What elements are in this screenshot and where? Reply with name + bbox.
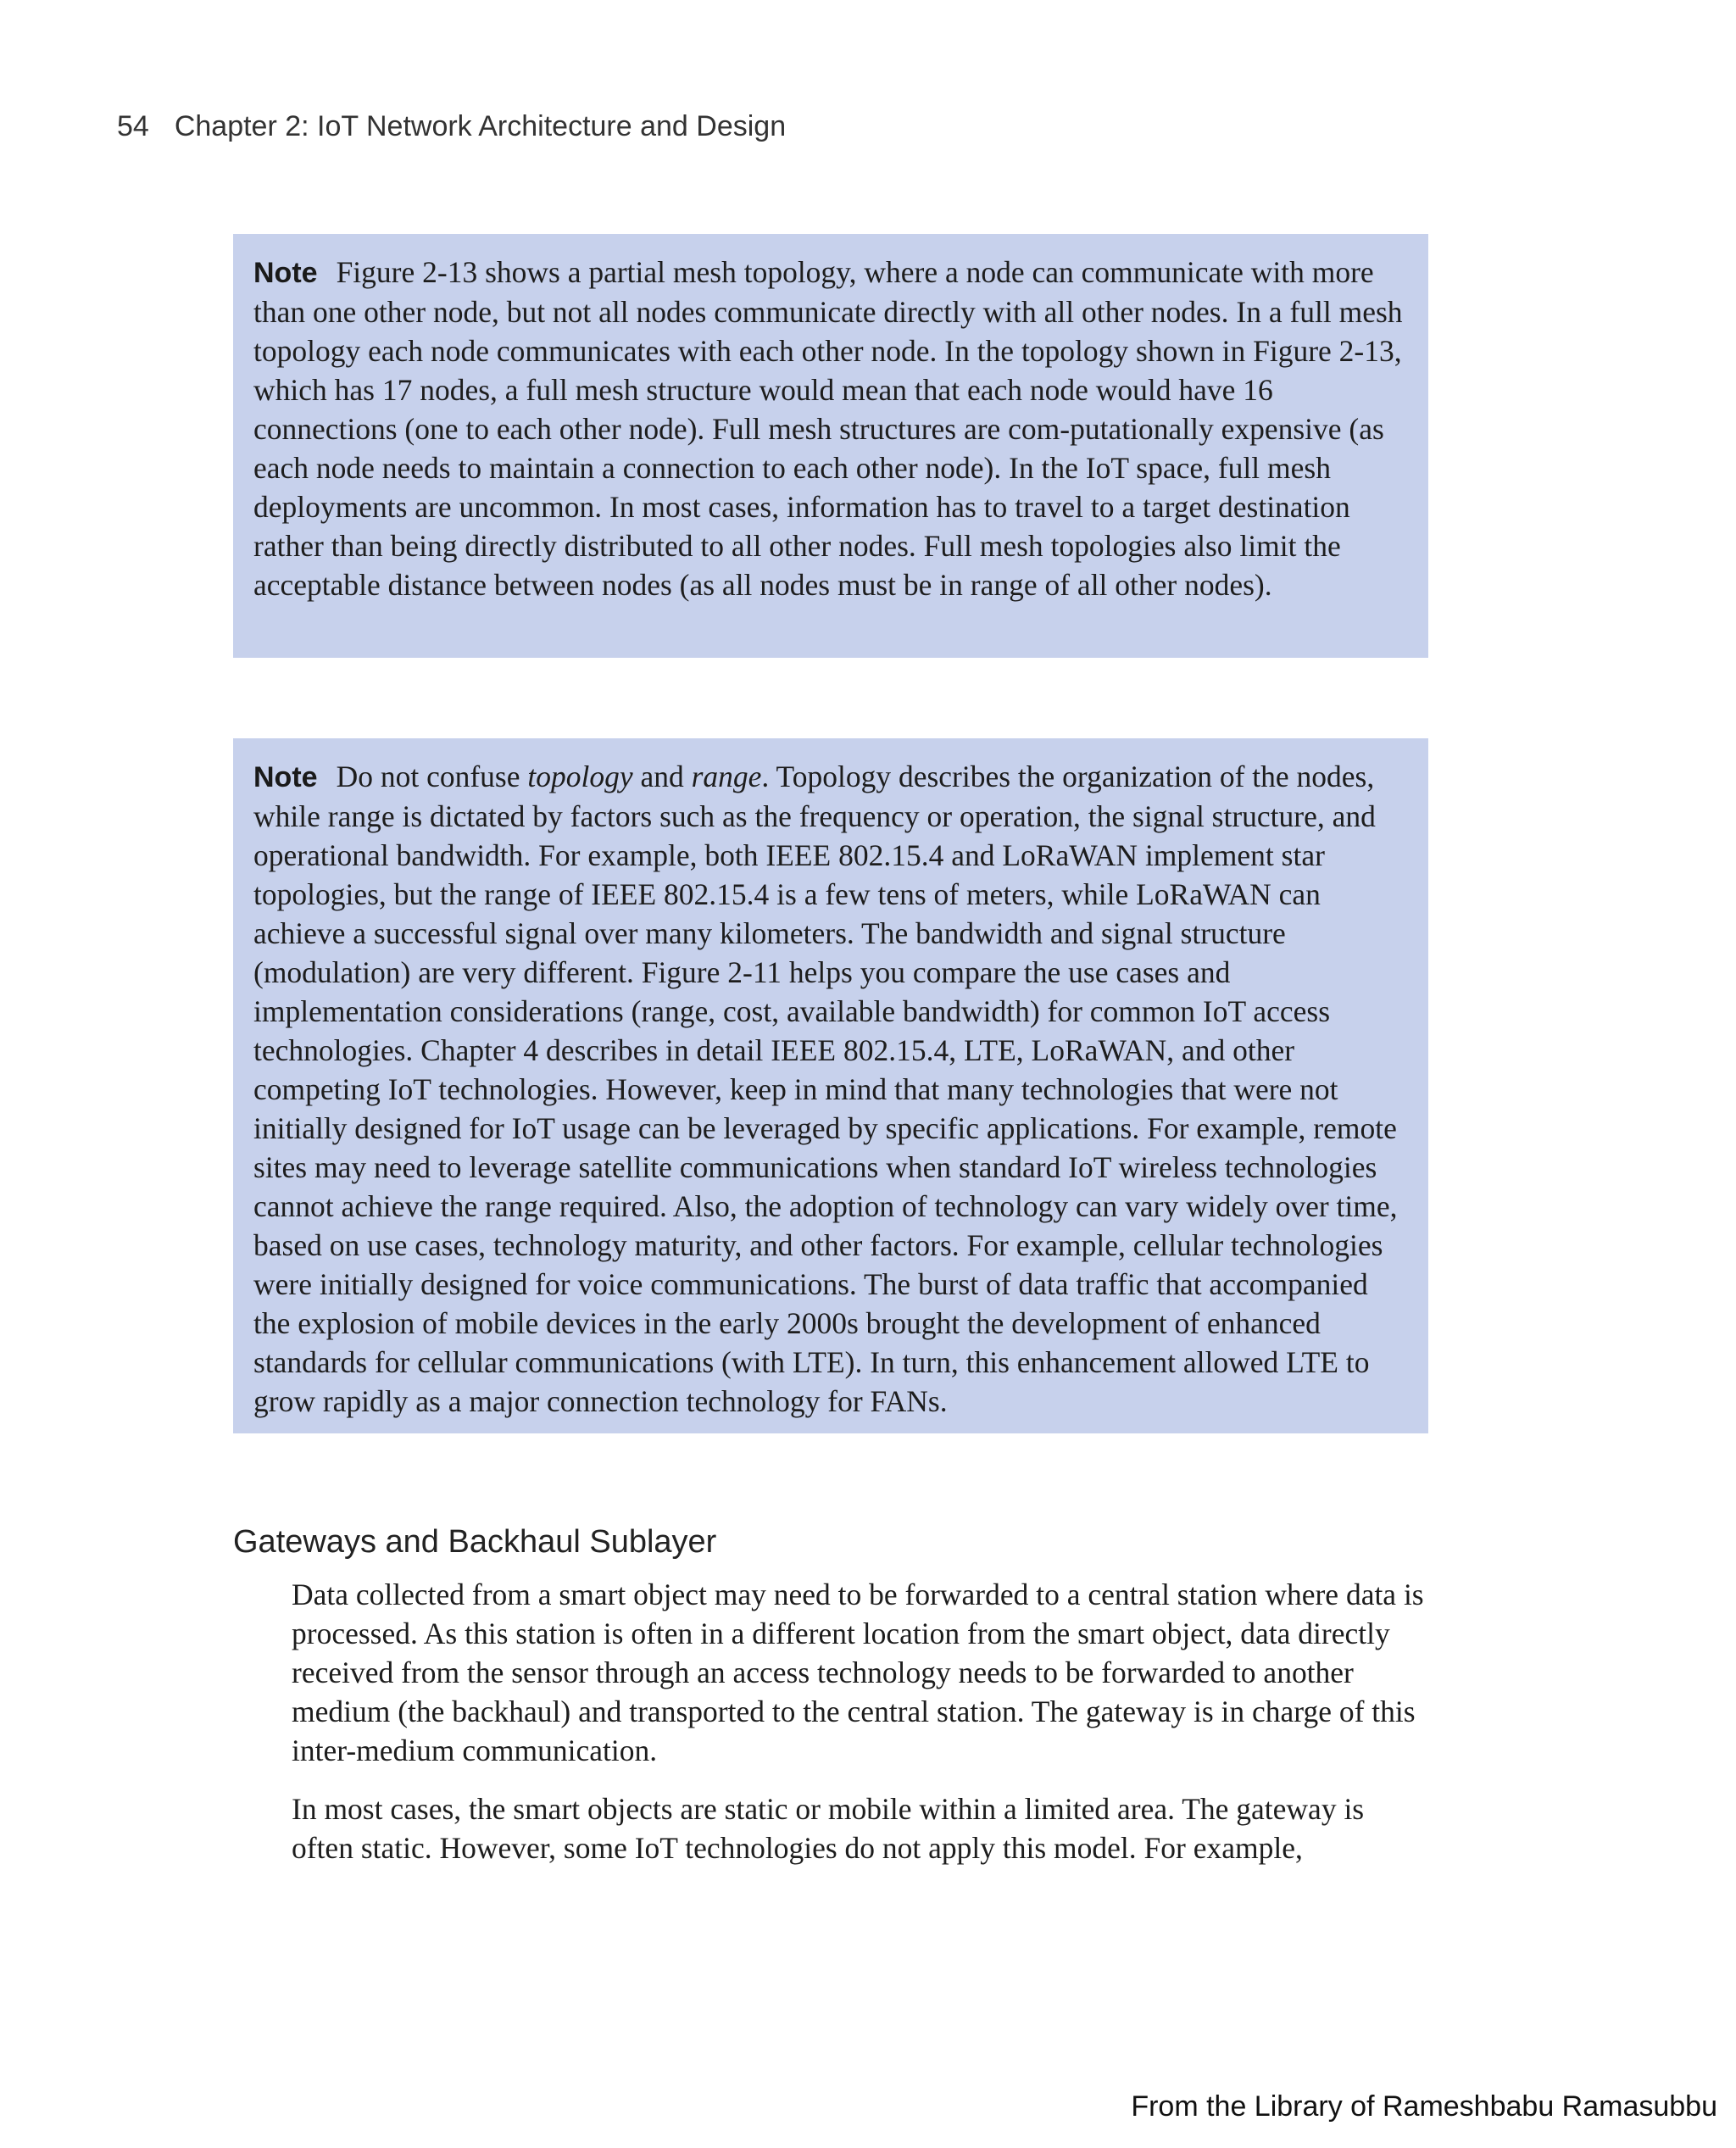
note-label: Note (253, 257, 318, 289)
body-paragraph: Data collected from a smart object may need to be forwarded to a central station where data is processed. As this station is often in a different location from the smart object, data directly received from the sensor through an access technology needs to be forwarded to another medium (the backhaul) and transported to the central station. The gateway is in charge of this inter-medium communication. (292, 1578, 1424, 1767)
emphasis-topology: topology (527, 760, 633, 793)
note-text-part: Do not confuse (336, 760, 528, 793)
note-text: Figure 2-13 shows a partial mesh topology, where a node can communicate with more than one other node, but not all nodes communicate directly with all other nodes. In a full mesh topology each node communicates with each other node. In the topology shown in Figure 2-13, which has 17 nodes, a full mesh structure would mean that each node would have 16 connections (one to each other node). Full mesh structures are com-putationally expensive (as each node needs to maintain a connection to each other node). In the IoT space, full mesh deployments are uncommon. In most cases, information has to travel to a target destination rather than being directly distributed to all other nodes. Full mesh topologies also limit the acceptable distance between nodes (as all nodes must be in range of all other nodes). (253, 255, 1403, 602)
running-head (117, 110, 786, 143)
note-text-part: and (632, 760, 692, 793)
footer-credit: From the Library of Rameshbabu Ramasubbu (1131, 2090, 1717, 2123)
note-text-part: . Topology describes the organization of the nodes, while range is dictated by factors such as the frequency or operation, the signal structure, and operational bandwidth. For example, both IEEE 802.15.4 and LoRaWAN implement star topologies, but the range of IEEE 802.15.4 is a few tens of meters, while LoRaWAN can achieve a successful signal over many kilometers. The bandwidth and signal structure (modulation) are very different. Figure 2-11 helps you compare the use cases and implementation considerations (range, cost, available bandwidth) for common IoT access technologies. Chapter 4 describes in detail IEEE 802.15.4, LTE, LoRaWAN, and other competing IoT technologies. However, keep in mind that many technologies that were not initially designed for IoT usage can be leveraged by specific applications. For example, remote sites may need to leverage satellite communications when standard IoT wireless technologies cannot achieve the range required. Also, the adoption of technology can vary widely over time, based on use cases, technology maturity, and other factors. For example, cellular technologies were initially designed for voice communications. The burst of data traffic that accompanied the explosion of mobile devices in the early 2000s brought the development of enhanced standards for cellular communications (with LTE). In turn, this enhancement allowed LTE to grow rapidly as a major connection technology for FANs. (253, 760, 1398, 1418)
body-paragraph: In most cases, the smart objects are static or mobile within a limited area. The gateway is often static. However, some IoT technologies do not apply this model. For example, (292, 1792, 1365, 1865)
chapter-title: Chapter 2: IoT Network Architecture and Design (174, 110, 787, 142)
note-box-topology-vs-range (233, 738, 1428, 1433)
emphasis-range: range (691, 760, 762, 793)
note-label: Note (253, 761, 318, 793)
note-box-mesh-topology (233, 234, 1428, 658)
page-number: 54 (117, 110, 149, 142)
section-heading: Gateways and Backhaul Sublayer (233, 1524, 717, 1560)
